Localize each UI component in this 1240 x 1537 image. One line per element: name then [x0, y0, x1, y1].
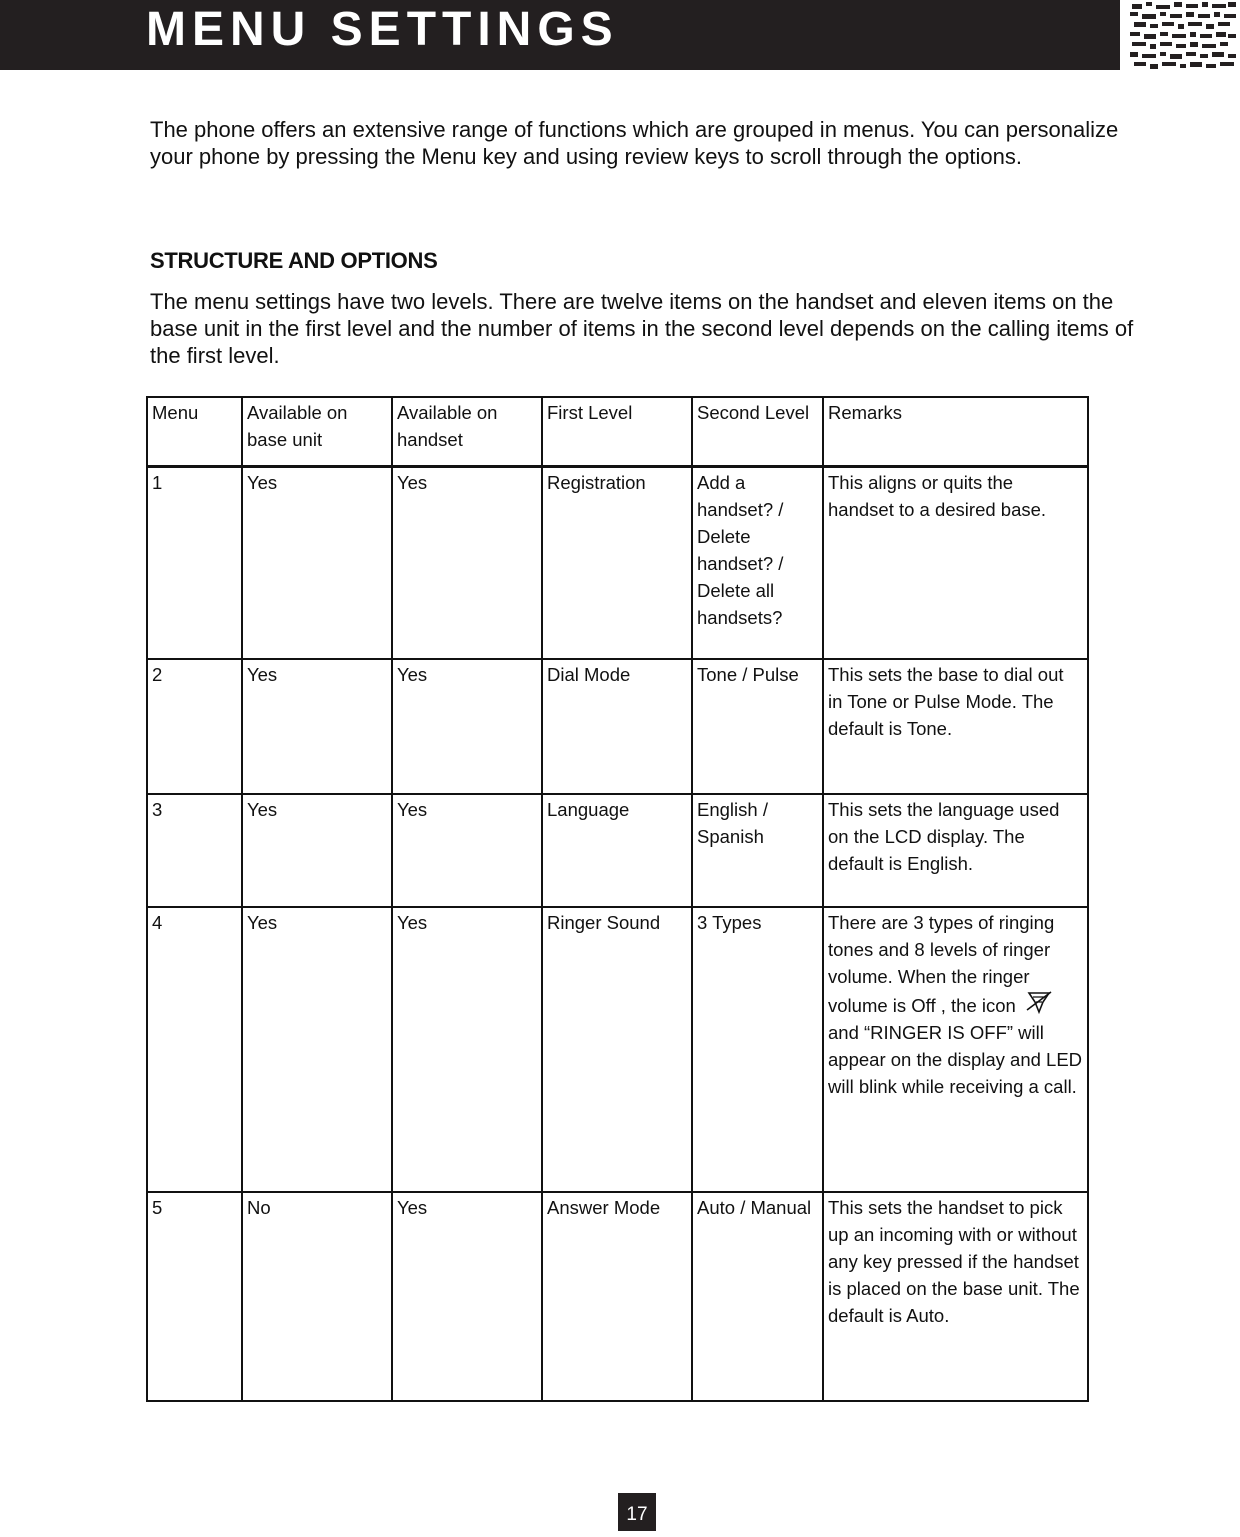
cell-menu: 3 — [147, 794, 242, 907]
page-title: MENU SETTINGS — [146, 3, 619, 56]
remarks-text-before-icon: There are 3 types of ringing tones and 8 levels of ringer volume. When the ringer volume is Off , the icon — [828, 912, 1055, 1016]
cell-first-level: Dial Mode — [542, 659, 692, 794]
cell-first-level: Answer Mode — [542, 1192, 692, 1401]
table-row — [147, 1192, 1088, 1401]
cell-handset: Yes — [392, 794, 542, 907]
cell-handset: Yes — [392, 467, 542, 660]
cell-menu: 2 — [147, 659, 242, 794]
cell-second-level: Add a handset? / Delete handset? / Delete all handsets? — [692, 467, 823, 660]
cell-first-level: Registration — [542, 467, 692, 660]
cell-second-level: Tone / Pulse — [692, 659, 823, 794]
header-handset: Available on handset — [392, 397, 542, 467]
table-row — [147, 659, 1088, 794]
section-heading: STRUCTURE AND OPTIONS — [150, 248, 438, 273]
section-paragraph: The menu settings have two levels. There are twelve items on the handset and eleven items on the base unit in the first level and the number of items in the second level depends on the calling items of the first level. — [150, 289, 1134, 368]
page-number: 17 — [618, 1493, 656, 1531]
cell-first-level: Ringer Sound — [542, 907, 692, 1192]
header-menu: Menu — [147, 397, 242, 467]
cell-second-level: English / Spanish — [692, 794, 823, 907]
cell-second-level: 3 Types — [692, 907, 823, 1192]
header-bar — [0, 0, 1120, 70]
cell-first-level: Language — [542, 794, 692, 907]
cell-menu: 4 — [147, 907, 242, 1192]
cell-second-level: Auto / Manual — [692, 1192, 823, 1401]
table-row — [147, 907, 1088, 1192]
cell-remarks — [823, 907, 1088, 1192]
menu-settings-table — [146, 396, 1089, 1402]
cell-handset: Yes — [392, 659, 542, 794]
cell-menu: 5 — [147, 1192, 242, 1401]
cell-base: Yes — [242, 659, 392, 794]
cell-base: Yes — [242, 794, 392, 907]
header-base: Available on base unit — [242, 397, 392, 467]
brand-logo-icon — [1128, 0, 1240, 72]
cell-base: No — [242, 1192, 392, 1401]
header-second-level: Second Level — [692, 397, 823, 467]
cell-remarks: This sets the base to dial out in Tone or Pulse Mode. The default is Tone. — [823, 659, 1088, 794]
cell-base: Yes — [242, 467, 392, 660]
cell-remarks: This aligns or quits the handset to a desired base. — [823, 467, 1088, 660]
table-row — [147, 467, 1088, 660]
table-row — [147, 794, 1088, 907]
table-header-row — [147, 397, 1088, 467]
cell-menu: 1 — [147, 467, 242, 660]
cell-handset: Yes — [392, 1192, 542, 1401]
header-first-level: First Level — [542, 397, 692, 467]
remarks-text-after-icon: and “RINGER IS OFF” will appear on the display and LED will blink while receiving a call. — [828, 1022, 1083, 1097]
bell-off-icon — [1024, 990, 1054, 1014]
cell-remarks: This sets the language used on the LCD display. The default is English. — [823, 794, 1088, 907]
intro-paragraph: The phone offers an extensive range of functions which are grouped in menus. You can personalize your phone by pressing the Menu key and using review keys to scroll through the options. — [150, 117, 1119, 169]
cell-base: Yes — [242, 907, 392, 1192]
cell-handset: Yes — [392, 907, 542, 1192]
cell-remarks: This sets the handset to pick up an incoming with or without any key pressed if the handset is placed on the base unit. The default is Auto. — [823, 1192, 1088, 1401]
header-remarks: Remarks — [823, 397, 1088, 467]
